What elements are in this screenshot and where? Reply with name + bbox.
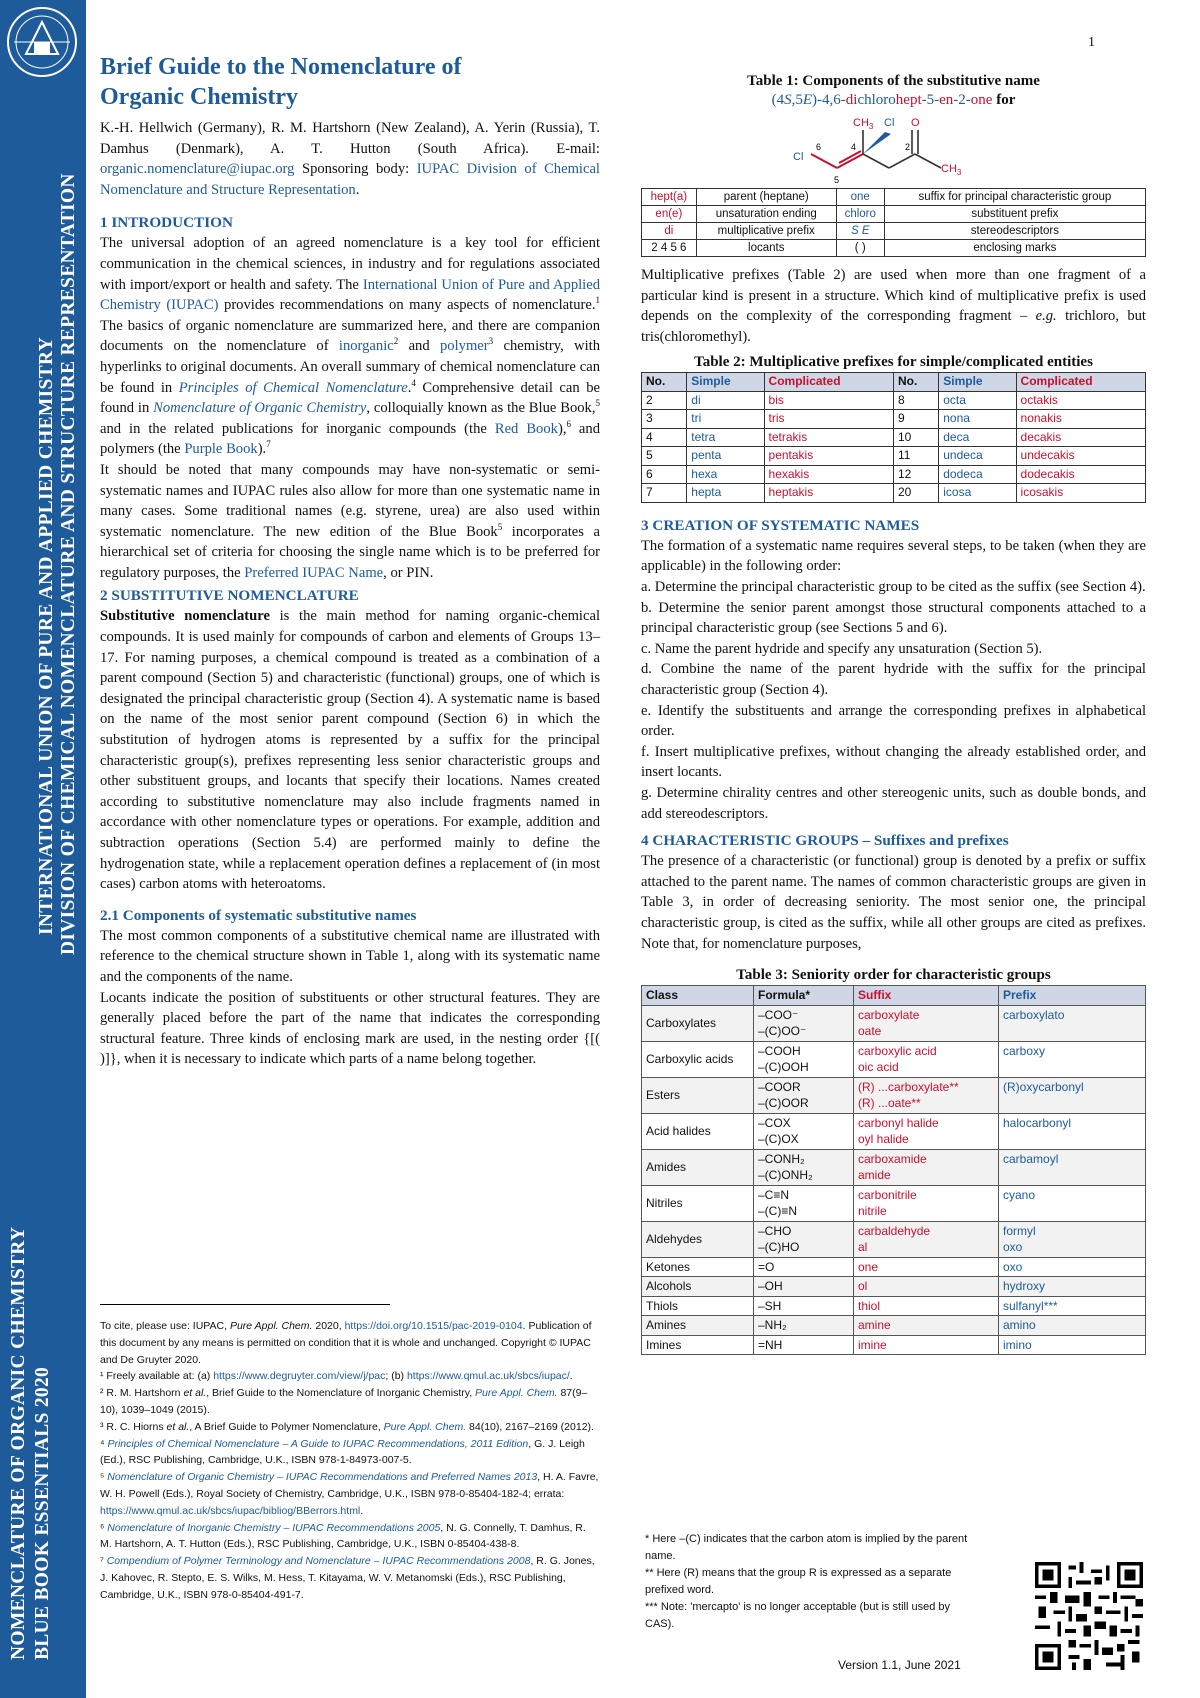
step-a: a. Determine the principal characteristic group to be cited as the suffix (see Section 4). xyxy=(641,579,1146,596)
locant-6: 6 xyxy=(816,142,822,152)
table-row: 2 4 5 6 locants ( ) enclosing marks xyxy=(642,240,1146,257)
table-row: Esters –COOR –(C)OOR (R) ...carboxylate** (R) ...oate** (R)oxycarbonyl xyxy=(642,1077,1146,1113)
footnote-5: ⁵ Nomenclature of Organic Chemistry – IUPAC Recommendations and Preferred Names 2013, H. A. Favre, W. H. Powell (Eds.), Royal Society of Chemistry, Cambridge, U.K., ISBN 978-0-85404-182-4; errata: https://www.qmul.ac.uk/sbcs/iupac/bibliog/BBerrors.html. xyxy=(100,1471,599,1517)
sidebar-line-iupac: INTERNATIONAL UNION OF PURE AND APPLIED CHEMISTRY xyxy=(36,337,57,935)
sidebar-line-division: DIVISION OF CHEMICAL NOMENCLATURE AND STRUCTURE REPRESENTATION xyxy=(58,173,79,955)
fn7-title-link[interactable]: Compendium of Polymer Terminology and Nomenclature – IUPAC Recommendations 2008 xyxy=(106,1555,531,1568)
table-row: Ketones =O one oxo xyxy=(642,1257,1146,1277)
sidebar-banner xyxy=(0,0,86,1698)
cl-top-label: Cl xyxy=(884,117,895,129)
locant-5: 5 xyxy=(834,175,840,185)
errata-link[interactable]: https://www.qmul.ac.uk/sbcs/iupac/bibliog/BBerrors.html xyxy=(100,1504,361,1517)
locants-paragraph: Locants indicate the position of substituents or other structural features. They are generally placed before the part of the name that indicates the corresponding structural feature. Three kinds of enclosing mark are used, in the nesting order {[( )]}, when it is necessary to indicate which parts of a name belong together. xyxy=(100,989,600,1068)
principles-link[interactable]: Principles of Chemical Nomenclature xyxy=(178,379,408,396)
iupac-link[interactable]: International Union of Pure and Applied Chemistry (IUPAC) xyxy=(100,276,600,314)
section-1-heading: 1 INTRODUCTION xyxy=(100,214,233,232)
fn5-title-link[interactable]: Nomenclature of Organic Chemistry – IUPAC Recommendations and Preferred Names 2013 xyxy=(107,1471,538,1484)
table1 xyxy=(641,188,1146,257)
ch3-right-label: $CH_3$ xyxy=(941,163,962,177)
table-row: Amines –NH₂ amine amino xyxy=(642,1316,1146,1336)
iupac-logo-icon xyxy=(4,4,80,80)
sidebar-line-nomenclature: NOMENCLATURE OF ORGANIC CHEMISTRY xyxy=(8,1226,29,1660)
purple-book-link[interactable]: Purple Book xyxy=(184,441,258,458)
table-row: en(e) unsaturation ending chloro substituent prefix xyxy=(642,206,1146,223)
sponsor-link[interactable]: IUPAC Division of Chemical Nomenclature and Structure Representation xyxy=(100,161,600,198)
table-row: 5 penta pentakis 11 undeca undecakis xyxy=(642,447,1146,466)
cl-left-label: Cl xyxy=(793,151,804,163)
fn6-title-link[interactable]: Nomenclature of Inorganic Chemistry – IUPAC Recommendations 2005 xyxy=(107,1521,441,1534)
degruyter-link[interactable]: https://www.degruyter.com/view/j/pac xyxy=(213,1370,386,1383)
qr-code-icon[interactable] xyxy=(1035,1562,1143,1670)
table-header-row: Class Formula* Suffix Prefix xyxy=(642,986,1146,1006)
table-row: Carboxylic acids –COOH –(C)OOH carboxylic acid oic acid carboxy xyxy=(642,1041,1146,1077)
table-row: Carboxylates –COO⁻ –(C)OO⁻ carboxylate oate carboxylato xyxy=(642,1005,1146,1041)
fn4-title-link[interactable]: Principles of Chemical Nomenclature – A Guide to IUPAC Recommendations, 2011 Edition xyxy=(107,1437,529,1450)
table-header-row: No. Simple Complicated No. Simple Complicated xyxy=(642,373,1146,392)
section-4-heading: 4 CHARACTERISTIC GROUPS – Suffixes and prefixes xyxy=(641,832,1009,850)
table-row: 2 di bis 8 octa octakis xyxy=(642,391,1146,410)
table1-compound-name: (4S,5E)-4,6-dichlorohept-5-en-2-one for xyxy=(771,92,1016,108)
footnote-6: ⁶ Nomenclature of Inorganic Chemistry – IUPAC Recommendations 2005, N. G. Connelly, T. Damhus, R. M. Hartshorn, A. T. Hutton (Eds.), RSC Publishing, Cambridge, U.K., ISBN 0-85404-438-8. xyxy=(100,1521,586,1551)
step-f: f. Insert multiplicative prefixes, without changing the already established order, and insert locants. xyxy=(641,743,1146,781)
note-star-1: * Here –(C) indicates that the carbon atom is implied by the parent name. xyxy=(645,1533,968,1562)
oxygen-label: O xyxy=(911,117,920,129)
table3-notes xyxy=(645,1531,975,1633)
footnote-3: ³ R. C. Hiorns et al., A Brief Guide to Polymer Nomenclature, Pure Appl. Chem. 84(10), 2167–2169 (2012). xyxy=(100,1420,594,1433)
footnotes xyxy=(100,1318,600,1604)
footnote-divider xyxy=(100,1304,390,1305)
section-3-heading: 3 CREATION OF SYSTEMATIC NAMES xyxy=(641,516,920,534)
table-row: 4 tetra tetrakis 10 deca decakis xyxy=(642,428,1146,447)
citation-note: To cite, please use: IUPAC, Pure Appl. Chem. 2020, https://doi.org/10.1515/pac-2019-0104. Publication of this document by any means is permitted on condition that it is whole and unchanged. Copyright © IUPAC and De Gruyter 2020. xyxy=(100,1320,592,1366)
table2 xyxy=(641,372,1146,503)
section-2-1-heading: 2.1 Components of systematic substitutive names xyxy=(100,906,417,924)
note-star-2: ** Here (R) means that the group R is expressed as a separate prefixed word. xyxy=(645,1567,952,1596)
table3-caption: Table 3: Seniority order for characteristic groups xyxy=(736,967,1051,984)
inorganic-link[interactable]: inorganic xyxy=(338,338,394,355)
right-column xyxy=(641,72,1146,1355)
table-row: Thiols –SH thiol sulfanyl*** xyxy=(642,1296,1146,1316)
footnote-2: ² R. M. Hartshorn et al., Brief Guide to the Nomenclature of Inorganic Chemistry, Pure Appl. Chem. 87(9–10), 1039–1049 (2015). xyxy=(100,1387,588,1416)
polymer-link[interactable]: polymer xyxy=(440,338,489,355)
table-row: Alcohols –OH ol hydroxy xyxy=(642,1277,1146,1297)
table-row: Acid halides –COX –(C)OX carbonyl halide oyl halide halocarbonyl xyxy=(642,1113,1146,1149)
page-number: 1 xyxy=(1088,35,1095,50)
table-row: Amides –CONH₂ –(C)ONH₂ carboxamide amide carbamoyl xyxy=(642,1149,1146,1185)
step-e: e. Identify the substituents and arrange the corresponding prefixes in alphabetical order. xyxy=(641,702,1146,740)
footnote-1: ¹ Freely available at: (a) https://www.degruyter.com/view/j/pac; (b) https://www.qmul.ac.uk/sbcs/iupac/. xyxy=(100,1370,573,1383)
table-row: 7 hepta heptakis 20 icosa icosakis xyxy=(642,484,1146,503)
email-link[interactable]: organic.nomenclature@iupac.org xyxy=(100,161,295,178)
table-row: Imines =NH imine imino xyxy=(642,1335,1146,1355)
step-c: c. Name the parent hydride and specify any unsaturation (Section 5). xyxy=(641,640,1043,657)
table-row: 6 hexa hexakis 12 dodeca dodecakis xyxy=(642,465,1146,484)
pin-link[interactable]: Preferred IUPAC Name xyxy=(244,564,384,581)
table-row: di multiplicative prefix S E stereodescriptors xyxy=(642,223,1146,240)
blue-book-link[interactable]: Nomenclature of Organic Chemistry xyxy=(153,400,367,417)
substitutive-paragraph: Substitutive nomenclature is the main method for naming organic-chemical compounds. It is used mainly for compounds of carbon and elements of Groups 13–17. For naming purposes, a chemical compound is treated as a combination of a parent compound (Section 5) and characteristic (functional) groups, one of which is designated the principal characteristic group (Section 4). A systematic name is based on the name of the most senior parent compound (Section 6) in which the substitution of hydrogen atoms is represented by a suffix for the principal characteristic group(s), prefixes representing less senior characteristic groups and other substituent groups, and locants that specify their locations. Names created according to substitutive nomenclature may also include fragments named in accordance with other nomenclature types or operations. For example, addition and subtraction operations (Section 5.4) are performed mainly to define the hydrogenation state, while a replacement operation defines a replacement of (in most cases) carbon atoms with heteroatoms. xyxy=(100,608,601,893)
version-label: Version 1.1, June 2021 xyxy=(838,1658,961,1672)
fn2-journal-link[interactable]: Pure Appl. Chem. xyxy=(475,1387,558,1400)
table2-caption: Table 2: Multiplicative prefixes for simple/complicated entities xyxy=(694,354,1093,371)
footnote-7: ⁷ Compendium of Polymer Terminology and Nomenclature – IUPAC Recommendations 2008, R. G. Jones, J. Kahovec, R. Stepto, E. S. Wilks, M. Hess, T. Kitayama, W. V. Metanomski (Eds.), RSC Publishing, Cambridge, U.K., ISBN 978-0-85404-491-7. xyxy=(100,1555,595,1601)
step-b: b. Determine the senior parent amongst those structural components attached to a principal characteristic group (see Sections 5 and 6). xyxy=(641,599,1146,637)
doi-link[interactable]: https://doi.org/10.1515/pac-2019-0104 xyxy=(344,1320,523,1332)
ch3-top-label: $CH_3$ xyxy=(853,117,874,131)
table-row: Aldehydes –CHO –(C)HO carbaldehyde al formyl oxo xyxy=(642,1221,1146,1257)
table-row: Nitriles –C≡N –(C)≡N carbonitrile nitrile cyano xyxy=(642,1185,1146,1221)
step-g: g. Determine chirality centres and other stereogenic units, such as double bonds, and add stereodescriptors. xyxy=(641,785,1146,822)
table1-caption: Table 1: Components of the substitutive name xyxy=(747,73,1040,89)
page-title: Brief Guide to the Nomenclature of Organic Chemistry xyxy=(100,54,462,110)
qmul-link[interactable]: https://www.qmul.ac.uk/sbcs/iupac/ xyxy=(406,1370,570,1383)
footnote-4: ⁴ Principles of Chemical Nomenclature – A Guide to IUPAC Recommendations, 2011 Edition, G. J. Leigh (Ed.), RSC Publishing, Cambridge, U.K., ISBN 978-1-84973-007-5. xyxy=(100,1437,585,1467)
table-row: hept(a) parent (heptane) one suffix for principal characteristic group xyxy=(642,189,1146,206)
note-star-3: *** Note: 'mercapto' is no longer acceptable (but is still used by CAS). xyxy=(645,1601,951,1630)
locant-2: 2 xyxy=(905,142,911,152)
table-row: 3 tri tris 9 nona nonakis xyxy=(642,410,1146,429)
section-2-heading: 2 SUBSTITUTIVE NOMENCLATURE xyxy=(100,587,359,605)
structure-diagram xyxy=(641,110,1146,188)
intro-paragraph: The universal adoption of an agreed nomenclature is a key tool for efficient communication in the chemical sciences, in industry and for regulations associated with import/export or health and safety. The International Union of Pure and Applied Chemistry (IUPAC) provides recommendations on many aspects of nomenclature.$^1$ The basics of organic nomenclature are summarized here, and there are companion documents on the nomenclature of inorganic$^2$ and polymer$^3$ chemistry, with hyperlinks to original documents. An overall summary of chemical nomenclature can be found in Principles of Chemical Nomenclature.$^4$ Comprehensive detail can be found in Nomenclature of Organic Chemistry, colloquially known as the Blue Book,$^5$ and in the related publications for inorganic compounds (the Red Book),$^6$ and polymers (the Purple Book).$^7$ xyxy=(100,235,601,458)
components-paragraph: The most common components of a substitutive chemical name are illustrated with reference to the chemical structure shown in Table 1, along with its systematic name and the components of the name. xyxy=(100,927,600,985)
table3 xyxy=(641,985,1146,1355)
authors-block: K.-H. Hellwich (Germany), R. M. Hartshorn (New Zealand), A. Yerin (Russia), T. Damhus (Denmark), A. T. Hutton (South Africa). E-mail: organic.nomenclature@iupac.org Sponsoring body: IUPAC Division of Chemical Nomenclature and Structure Representation. xyxy=(100,120,600,198)
section-4-paragraph: The presence of a characteristic (or functional) group is denoted by a prefix or suffix attached to the parent name. The names of common characteristic groups are given in Table 3, in order of decreasing seniority. The most senior one, the principal characteristic group, is cited as the suffix, while all other groups are cited as prefixes. Note that, for nomenclature purposes, xyxy=(641,853,1146,952)
left-column xyxy=(100,52,600,1070)
locant-4: 4 xyxy=(851,142,857,152)
multiplicative-paragraph: Multiplicative prefixes (Table 2) are used when more than one fragment of a particular kind is present in a structure. Which kind of multiplicative prefix is used depends on the complexity of the corresponding fragment – e.g. trichloro, but tris(chloromethyl). xyxy=(641,267,1146,345)
step-d: d. Combine the name of the parent hydride with the suffix for the principal characteristic group (Section 4). xyxy=(641,661,1146,699)
intro-paragraph-2: It should be noted that many compounds may have non-systematic or semi-systematic names and IUPAC rules also allow for more than one systematic name in many cases. Some traditional names (e.g. styrene, urea) are also used within systematic nomenclature. The new edition of the Blue Book$^5$ incorporates a hierarchical set of criteria for choosing the single name which is to be preferred for regulatory purposes, the Preferred IUPAC Name, or PIN. xyxy=(100,461,600,581)
sidebar-line-bluebook: BLUE BOOK ESSENTIALS 2020 xyxy=(32,1366,53,1660)
fn3-journal-link[interactable]: Pure Appl. Chem. xyxy=(383,1420,467,1433)
section-3-intro: The formation of a systematic name requires several steps, to be taken (when they are applicable) in the following order: xyxy=(641,537,1146,575)
red-book-link[interactable]: Red Book xyxy=(494,420,558,437)
